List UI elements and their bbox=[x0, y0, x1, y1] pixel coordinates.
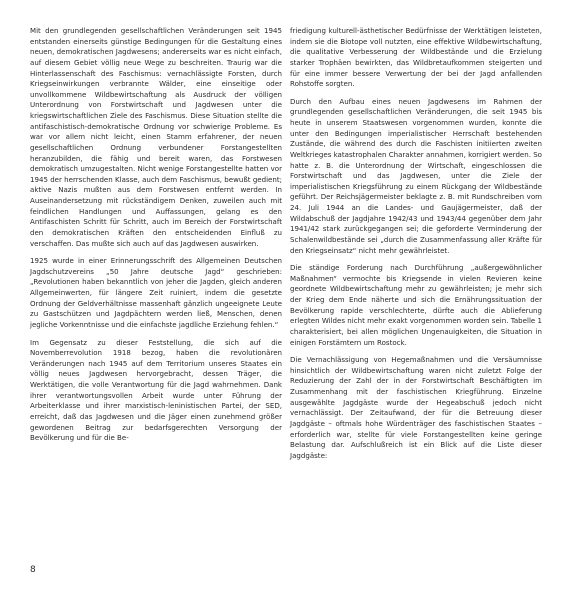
paragraph: Mit den grundlegenden gesellschaftlichen Veränderungen seit 1945 entstanden einerseits günstige Bedingungen für die Gestaltung eines neuen, demokratischen Jagdwesens; andererseits war es nicht einfach, auf diesem Gebiet völlig neue Wege zu beschreiten. Traurig war die Hinterlassenschaft des Faschismus: vernachlässigte Forsten, durch Kriegseinwirkungen verbrannte Wälder, eine einseitige oder unvollkommene Wildbewirtschaftung als Ausdruck der völligen Unterordnung von Forstwirtschaft und Jagdwesen unter die kriegswirtschaftlichen Ziele des Faschismus. Diese Situation stellte die antifaschistisch-demokratische Ordnung vor schwierige Probleme. Es war vor allem nicht leicht, einen Stamm erfahrener, der neuen gesellschaftlichen Ordnung verbundener Forstangestellten heranzubilden, die fähig und bereit waren, das Forstwesen demokratisch umzugestalten. Nicht wenige Forstangestellte hatten vor 1945 der herrschenden Klasse, auch dem Faschismus, bewußt gedient; aktive Nazis mußten aus dem Forstwesen entfernt werden. In Auseinandersetzung mit rückständigem Denken, zuweilen auch mit feindlichen Handlungen und Auffassungen, gelang es den Antifaschisten Schritt für Schritt, auch im Bereich der Forstwirtschaft den demokratischen Kräften den entscheidenden Einfluß zu verschaffen. Das mußte sich auch auf das Jagdwesen auswirken. bbox=[30, 26, 282, 248]
paragraph: Im Gegensatz zu dieser Feststellung, die sich auf die Novemberrevolution 1918 bezog, haben die revolutionären Veränderungen nach 1945 auf dem Territorium unseres Staates ein völlig neues Jagdwesen hervorgebracht, dessen Träger, die Werktätigen, die volle Verantwortung für die Jagd wahrnehmen. Dank ihrer verantwortungsvollen Arbeit wurde unter Führung der Arbeiterklasse und ihrer marxistisch-leninistischen Partei, der SED, erreicht, daß das Jagdwesen und die Jäger einen zunehmend größer gewordenen Beitrag zur bedarfsgerechten Versorgung der Bevölkerung und für die Be- bbox=[30, 337, 282, 443]
paragraph: Die Vernachlässigung von Hegemaßnahmen und die Versäumnisse hinsichtlich der Wildbewirtschaftung waren nicht zuletzt Folge der Reduzierung der Zahl der in der Forstwirtschaft Beschäftigten im Zusammenhang mit der faschistischen Kriegführung. Einzelne ausgewählte Jagdgäste wurde der Hegeabschuß jedoch nicht vernachlässigt. Der Zeitaufwand, der für die Betreuung dieser Jagdgäste – oftmals hohe Würdenträger des faschistischen Staates – erforderlich war, stellte für viele Forstangestellten keine geringe Belastung dar. Aufschlußreich ist ein Blick auf die Liste dieser Jagdgäste: bbox=[290, 355, 542, 460]
paragraph: 1925 wurde in einer Erinnerungsschrift des Allgemeinen Deutschen Jagdschutzvereins „50 Jahre deutsche Jagd“ geschrieben: „Revolutionen haben bekanntlich von jeher die Jagden, gleich anderen Allgemeinwerten, für längere Zeit ruiniert, indem die gesetzte Ordnung der Geldverhältnisse massenhaft gänzlich ungeeignete Leute zu Gastschützen und Jagdpächtern werden ließ, Menschen, denen jegliche Vorkenntnisse und die einfachste jagdliche Erziehung fehlen.“ bbox=[30, 256, 282, 329]
right-column bbox=[290, 26, 542, 461]
left-column bbox=[30, 26, 282, 444]
page-number: 8 bbox=[30, 565, 36, 575]
paragraph: friedigung kulturell-ästhetischer Bedürfnisse der Werktätigen leisteten, indem sie die Biotope voll nutzten, eine effektive Wildbewirtschaftung, die qualitative Verbesserung der Wildbestände und die Erzielung starker Trophäen bewirkten, das Wildbretaufkommen steigerten und für eine immer bessere Verwertung der bei der Jagd anfallenden Rohstoffe sorgten. bbox=[290, 26, 542, 89]
paragraph: Die ständige Forderung nach Durchführung „außergewöhnlicher Maßnahmen“ vermochte bis Kriegsende in vielen Revieren keine geordnete Wildbewirtschaftung mehr zu gewährleisten; je mehr sich der Krieg dem Ende näherte und sich die Ernährungssituation der Bevölkerung rapide verschlechterte, dürfte auch die Ablieferung erlegten Wildes nicht mehr exakt vorgenommen worden sein. Tabelle 1 charakterisiert, bei allen möglichen Ungenauigkeiten, die Situation in einigen Forstämtern um Rostock. bbox=[290, 263, 542, 347]
paragraph: Durch den Aufbau eines neuen Jagdwesens im Rahmen der grundlegenden gesellschaftlichen Veränderungen, die seit 1945 bis heute in unserem Staatswesen vorgenommen wurden, konnte die unter den Bedingungen imperialistischer Herrschaft bestehenden Zustände, die während des durch die Faschisten initiierten zweiten Weltkrieges katastrophalen Charakter annahmen, korrigiert werden. So hatte z. B. die Unterordnung der Wirtschaft, eingeschlossen die Forstwirtschaft und das Jagdwesen, unter die Ziele der imperialistischen Kriegsführung zu einem Rückgang der Wildbestände geführt. Der Reichsjägermeister beklagte z. B. mit Rundschreiben vom 24. Juli 1944 an die Landes- und Gaujägermeister, daß der Wildabschuß der Jagdjahre 1942/43 und 1943/44 gegenüber dem Jahr 1941/42 stark zurückgegangen sei; die geforderte Verminderung der Schalenwildbestände sei „durch die Zusammenfassung aller Kräfte für den Kriegseinsatz“ nicht mehr gewährleistet. bbox=[290, 96, 542, 255]
